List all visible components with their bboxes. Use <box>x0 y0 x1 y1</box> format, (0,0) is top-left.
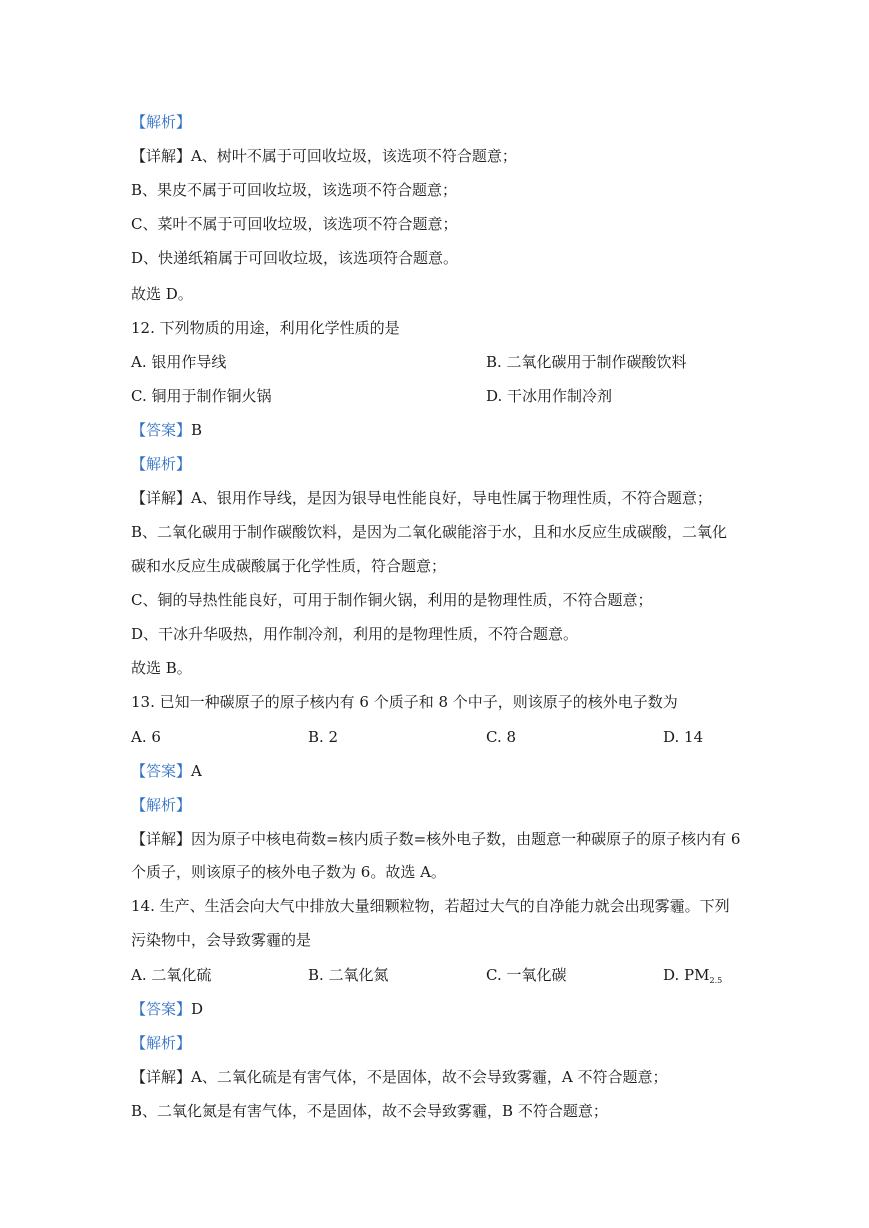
question-14-stem: 污染物中，会导致雾霾的是 <box>131 931 312 949</box>
q13-option-b: B. 2 <box>308 728 339 746</box>
detail-line: B、二氧化碳用于制作碳酸饮料，是因为二氧化碳能溶于水，且和水反应生成碳酸，二氧化 <box>131 523 728 541</box>
q12-option-d: D. 干冰用作制冷剂 <box>486 387 613 405</box>
detail-line: C、菜叶不属于可回收垃圾，该选项不符合题意； <box>131 215 458 233</box>
detail-tag: 【详解】 <box>131 830 192 848</box>
detail-line: 个质子，则该原子的核外电子数为 6。故选 A。 <box>131 863 446 881</box>
detail-line: 【详解】因为原子中核电荷数=核内质子数=核外电子数，由题意一种碳原子的原子核内有 6 <box>131 830 741 848</box>
answer-line <box>131 761 202 781</box>
detail-line: 【详解】A、树叶不属于可回收垃圾，该选项不符合题意； <box>131 147 517 165</box>
q13-option-a: A. 6 <box>131 728 161 746</box>
detail-line: 碳和水反应生成碳酸属于化学性质，符合题意； <box>131 557 447 575</box>
analysis-tag: 【解析】 <box>131 113 192 131</box>
answer-tag: 【答案】 <box>131 421 192 439</box>
answer-value: A <box>191 762 202 780</box>
detail-line: B、果皮不属于可回收垃圾，该选项不符合题意； <box>131 181 458 199</box>
answer-value: D <box>191 1000 204 1018</box>
answer-tag: 【答案】 <box>131 762 192 780</box>
detail-tag: 【详解】 <box>131 147 192 165</box>
detail-line: 【详解】A、银用作导线，是因为银导电性能良好，导电性属于物理性质，不符合题意； <box>131 489 712 507</box>
question-12-stem: 12. 下列物质的用途，利用化学性质的是 <box>131 319 400 337</box>
detail-tag: 【详解】 <box>131 489 192 507</box>
q14-option-a: A. 二氧化硫 <box>131 966 212 984</box>
q12-option-a: A. 银用作导线 <box>131 353 227 371</box>
answer-tag: 【答案】 <box>131 1000 192 1018</box>
answer-value: B <box>191 421 203 439</box>
answer-line <box>131 999 203 1019</box>
detail-line: D、快递纸箱属于可回收垃圾，该选项符合题意。 <box>131 249 459 267</box>
q14-option-c: C. 一氧化碳 <box>486 966 567 984</box>
detail-tag: 【详解】 <box>131 1068 192 1086</box>
q12-option-c: C. 铜用于制作铜火锅 <box>131 387 272 405</box>
subscript: 2.5 <box>709 976 723 985</box>
analysis-tag: 【解析】 <box>131 796 192 814</box>
q12-option-b: B. 二氧化碳用于制作碳酸饮料 <box>486 353 687 371</box>
question-13-stem: 13. 已知一种碳原子的原子核内有 6 个质子和 8 个中子，则该原子的核外电子数为 <box>131 693 678 711</box>
q13-option-c: C. 8 <box>486 728 517 746</box>
analysis-tag: 【解析】 <box>131 1034 192 1052</box>
analysis-tag: 【解析】 <box>131 455 192 473</box>
q14-option-b: B. 二氧化氮 <box>308 966 389 984</box>
detail-line: 【详解】A、二氧化硫是有害气体，不是固体，故不会导致雾霾，A 不符合题意； <box>131 1068 668 1086</box>
detail-line: B、二氧化氮是有害气体，不是固体，故不会导致雾霾，B 不符合题意； <box>131 1102 608 1120</box>
answer-line <box>131 420 202 440</box>
conclusion-line: 故选 D。 <box>131 285 193 303</box>
detail-line: C、铜的导热性能良好，可用于制作铜火锅，利用的是物理性质，不符合题意； <box>131 591 653 609</box>
q14-option-d: D. $PM_{2.5}$ <box>663 966 723 985</box>
detail-line: D、干冰升华吸热，用作制冷剂，利用的是物理性质，不符合题意。 <box>131 625 579 643</box>
q13-option-d: D. 14 <box>663 728 704 746</box>
question-14-stem: 14. 生产、生活会向大气中排放大量细颗粒物，若超过大气的自净能力就会出现雾霾。下列 <box>131 897 730 915</box>
conclusion-line: 故选 B。 <box>131 659 192 677</box>
